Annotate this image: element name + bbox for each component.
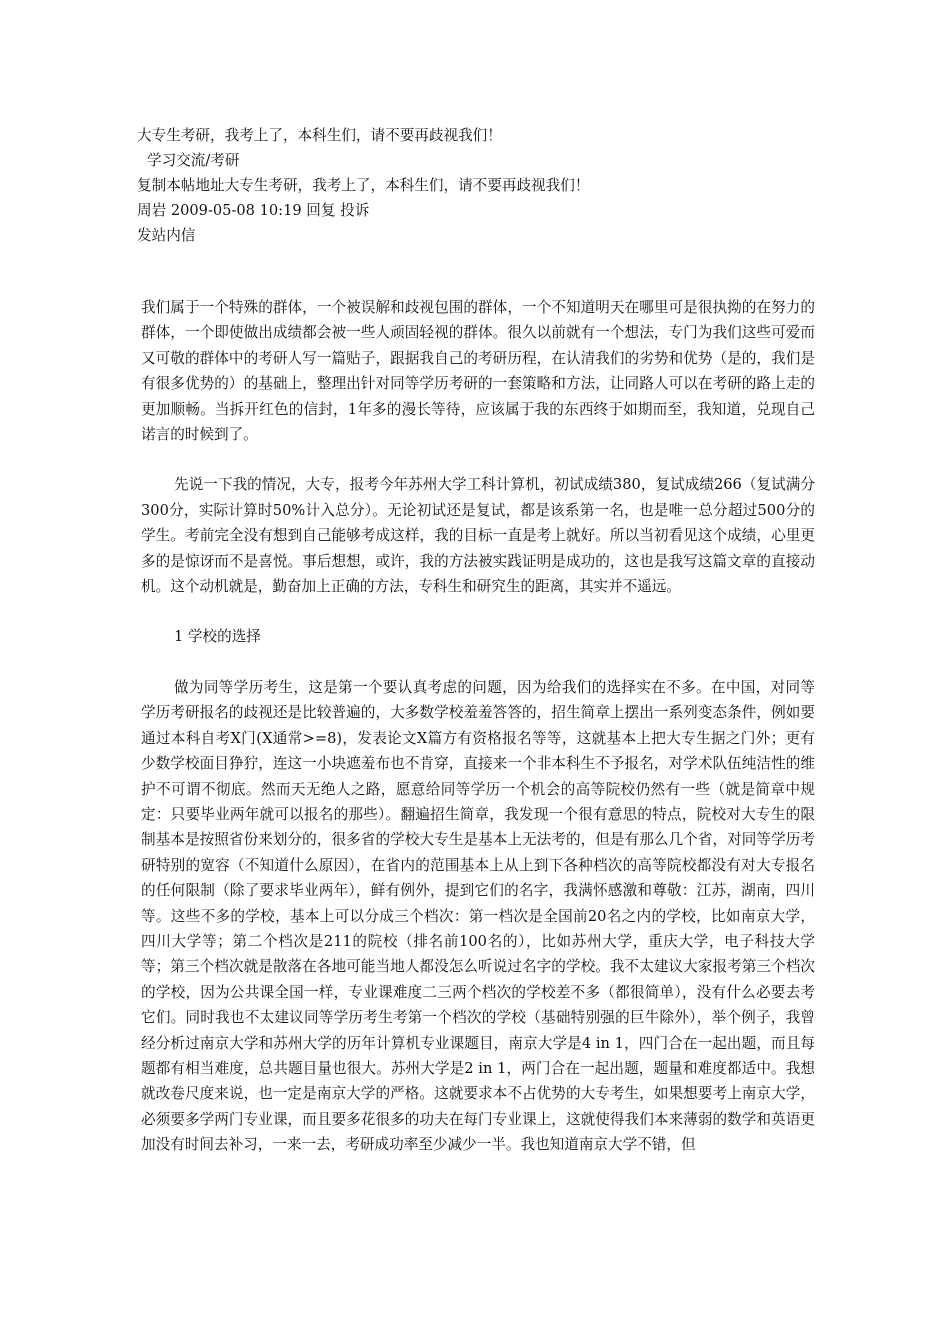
paragraph-gap (141, 447, 815, 472)
post-category: 学习交流/考研 (147, 152, 240, 169)
section-heading: 1 学校的选择 (174, 628, 261, 646)
article-body (141, 295, 815, 1158)
copy-address-line: 复制本帖地址大专生考研，我考上了，本科生们，请不要再歧视我们！ (137, 177, 590, 194)
send-message-link: 发站内信 (137, 227, 196, 244)
paragraph-gap (141, 650, 815, 675)
post-meta: 周岩 2009-05-08 10:19 回复 投诉 (137, 202, 370, 219)
paragraph-situation: 先说一下我的情况，大专，报考今年苏州大学工科计算机，初试成绩380，复试成绩266（复试满分300分，实际计算时50%计入总分）。无论初试还是复试，都是该系第一名，也是唯一总分超过500分的学生。考前完全没有想到自己能够考成这样，我的目标一直是考上就好。所以当初看见这个成绩，心里更多的是惊讶而不是喜悦。事后想想，或许，我的方法被实践证明是成功的，这也是我写这篇文章的直接动机。这个动机就是，勤奋加上正确的方法，专科生和研究生的距离，其实并不遥远。 (141, 476, 815, 596)
paragraph-intro: 我们属于一个特殊的群体，一个被误解和歧视包围的群体，一个不知道明天在哪里可是很执拗的在努力的群体，一个即使做出成绩都会被一些人顽固轻视的群体。很久以前就有一个想法，专门为我们这些可爱而又可敬的群体中的考研人写一篇贴子，跟据我自己的考研历程，在认清我们的劣势和优势（是的，我们是有很多优势的）的基础上，整理出针对同等学历考研的一套策略和方法，让同路人可以在考研的路上走的更加顺畅。当拆开红色的信封，1年多的漫长等待，应该属于我的东西终于如期而至，我知道，兑现自己诺言的时候到了。 (141, 299, 815, 444)
post-header (137, 123, 817, 248)
paragraph-school-choice: 做为同等学历考生，这是第一个要认真考虑的问题，因为给我们的选择实在不多。在中国，对同等学历考研报名的歧视还是比较普遍的，大多数学校羞羞答答的，招生简章上摆出一系列变态条件，例如要通过本科自考Ⅹ门(Ⅹ通常>=8)，发表论文Ⅹ篇方有资格报名等等，这就基本上把大专生据之门外；更有少数学校面目狰狞，连这一小块遮羞布也不肯穿，直接来一个非本科生不予报名，对学术队伍纯洁性的维护不可谓不彻底。然而天无绝人之路，愿意给同等学历一个机会的高等院校仍然有一些（就是简章中规定：只要毕业两年就可以报名的那些）。翻遍招生简章，我发现一个很有意思的特点，院校对大专生的限制基本是按照省份来划分的，很多省的学校大专生是基本上无法考的，但是有那么几个省，对同等学历考研特别的宽容（不知道什么原因），在省内的范围基本上从上到下各种档次的高等院校都没有对大专报名的任何限制（除了要求毕业两年），鲜有例外，提到它们的名字，我满怀感激和尊敬：江苏，湖南，四川等。这些不多的学校，基本上可以分成三个档次：第一档次是全国前20名之内的学校，比如南京大学，四川大学等；第二个档次是211的院校（排名前100名的），比如苏州大学，重庆大学，电子科技大学等；第三个档次就是散落在各地可能当地人都没怎么听说过名字的学校。我不太建议大家报考第三个档次的学校，因为公共课全国一样，专业课难度二三两个档次的学校差不多（都很简单），没有什么必要去考它们。同时我也不太建议同等学历考生考第一个档次的学校（基础特别强的巨牛除外），举个例子，我曾经分析过南京大学和苏州大学的历年计算机专业课题目，南京大学是4 in 1，四门合在一起出题，而且每题都有相当难度，总共题目量也很大。苏州大学是2 in 1，两门合在一起出题，题量和难度都适中。我想就改卷尺度来说，也一定是南京大学的严格。这就要求本不占优势的大专考生，如果想要考上南京大学，必须要多学两门专业课，而且要多花很多的功夫在每门专业课上，这就使得我们本来薄弱的数学和英语更加没有时间去补习，一来一去，考研成功率至少减少一半。我也知道南京大学不错，但 (141, 678, 815, 1154)
paragraph-gap (141, 599, 815, 624)
post-title: 大专生考研，我考上了，本科生们，请不要再歧视我们！ (137, 127, 502, 144)
